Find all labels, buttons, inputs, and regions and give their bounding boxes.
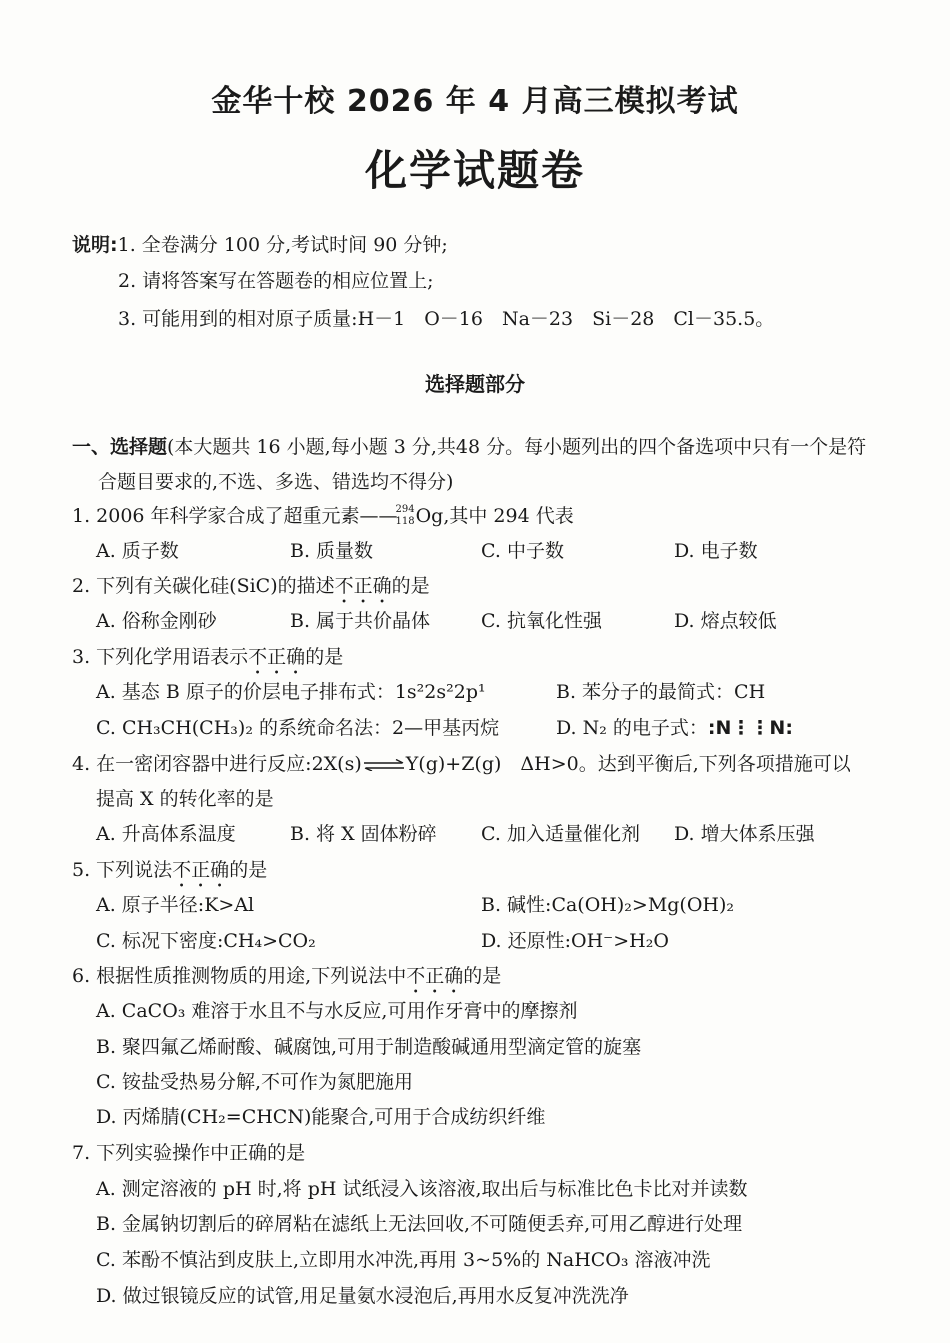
q2-option-c: C. 抗氧化性强 [481, 610, 602, 632]
question-4-stem: 4. 在一密闭容器中进行反应:2X(s) Y(g)+Z(g) ΔH>0。达到平衡后,下列各项措施可以 [72, 753, 851, 775]
question-7-stem: 7. 下列实验操作中正确的是 [72, 1142, 306, 1164]
q5-option-a: A. 原子半径:K>Al [96, 894, 255, 916]
q3-option-b: B. 苯分子的最简式：CH [556, 681, 766, 703]
emphasis-text: 不正确 [334, 575, 392, 597]
question-1-stem: 1. 2006 年科学家合成了超重元素—— 294 118 Og,其中 294 代表 [72, 503, 574, 530]
q7-option-a: A. 测定溶液的 pH 时,将 pH 试纸浸入该溶液,取出后与标准比色卡比对并读数 [96, 1178, 748, 1200]
q2-option-a: A. 俗称金刚砂 [96, 610, 217, 632]
part1-heading: 一、选择题(本大题共 16 小题,每小题 3 分,共48 分。每小题列出的四个备选项中只有一个是符 [72, 436, 867, 458]
instruction-2: 2. 请将答案写在答题卷的相应位置上; [118, 270, 434, 292]
q6-option-a: A. CaCO₃ 难溶于水且不与水反应,可用作牙膏中的摩擦剂 [96, 1000, 578, 1022]
q3-option-d: D. N₂ 的电子式：:N⋮⋮N: [556, 717, 793, 739]
q6-option-b: B. 聚四氟乙烯耐酸、碱腐蚀,可用于制造酸碱通用型滴定管的旋塞 [96, 1036, 642, 1058]
q1-option-a: A. 质子数 [96, 540, 179, 562]
q2-option-b: B. 属于共价晶体 [290, 610, 431, 632]
question-4-stem-cont: 提高 X 的转化率的是 [96, 788, 274, 810]
emphasis-text: 不正确 [172, 859, 230, 881]
instruction-label: 说明: [72, 234, 118, 256]
q5-option-b: B. 碱性:Ca(OH)₂>Mg(OH)₂ [481, 894, 735, 916]
q4-option-d: D. 增大体系压强 [674, 823, 815, 845]
question-5-stem: 5. 下列说法不正确的是 [72, 859, 268, 881]
instruction-3: 3. 可能用到的相对原子质量:H－1 O－16 Na－23 Si－28 Cl－35.5。 [118, 308, 775, 330]
q1-option-d: D. 电子数 [674, 540, 758, 562]
emphasis-text: 不正确 [248, 646, 306, 668]
exam-title: 金华十校 2026 年 4 月高三模拟考试 [211, 84, 739, 119]
part1-heading-cont: 合题目要求的,不选、多选、错选均不得分) [98, 471, 454, 493]
question-6-stem: 6. 根据性质推测物质的用途,下列说法中不正确的是 [72, 965, 502, 987]
q2-option-d: D. 熔点较低 [674, 610, 777, 632]
q4-option-a: A. 升高体系温度 [96, 823, 236, 845]
electron-formula: :N⋮⋮N: [707, 717, 793, 739]
emphasis-text: 不正确 [406, 965, 464, 987]
q7-option-c: C. 苯酚不慎沾到皮肤上,立即用水冲洗,再用 3~5%的 NaHCO₃ 溶液冲洗 [96, 1249, 711, 1271]
instruction-1: 说明:1. 全卷满分 100 分,考试时间 90 分钟; [72, 234, 448, 256]
q5-option-c: C. 标况下密度:CH₄>CO₂ [96, 930, 316, 952]
q4-option-b: B. 将 X 固体粉碎 [290, 823, 437, 845]
q7-option-d: D. 做过银镜反应的试管,用足量氨水浸泡后,再用水反复冲洗洗净 [96, 1285, 629, 1307]
q3-option-a: A. 基态 B 原子的价层电子排布式：1s²2s²2p¹ [96, 681, 486, 703]
q3-option-c: C. CH₃CH(CH₃)₂ 的系统命名法：2—甲基丙烷 [96, 717, 500, 739]
question-2-stem: 2. 下列有关碳化硅(SiC)的描述不正确的是 [72, 575, 430, 597]
nuclide-notation: 294 118 [395, 504, 415, 527]
q1-option-b: B. 质量数 [290, 540, 374, 562]
q4-option-c: C. 加入适量催化剂 [481, 823, 640, 845]
q1-option-c: C. 中子数 [481, 540, 564, 562]
q6-option-c: C. 铵盐受热易分解,不可作为氮肥施用 [96, 1071, 413, 1093]
q5-option-d: D. 还原性:OH⁻>H₂O [481, 930, 669, 952]
subject-title: 化学试题卷 [364, 146, 585, 195]
q7-option-b: B. 金属钠切割后的碎屑粘在滤纸上无法回收,不可随便丢弃,可用乙醇进行处理 [96, 1213, 743, 1235]
q6-option-d: D. 丙烯腈(CH₂=CHCN)能聚合,可用于合成纺织纤维 [96, 1106, 546, 1128]
section-title: 选择题部分 [425, 372, 525, 396]
equilibrium-arrow-icon [362, 759, 406, 771]
question-3-stem: 3. 下列化学用语表示不正确的是 [72, 646, 344, 668]
